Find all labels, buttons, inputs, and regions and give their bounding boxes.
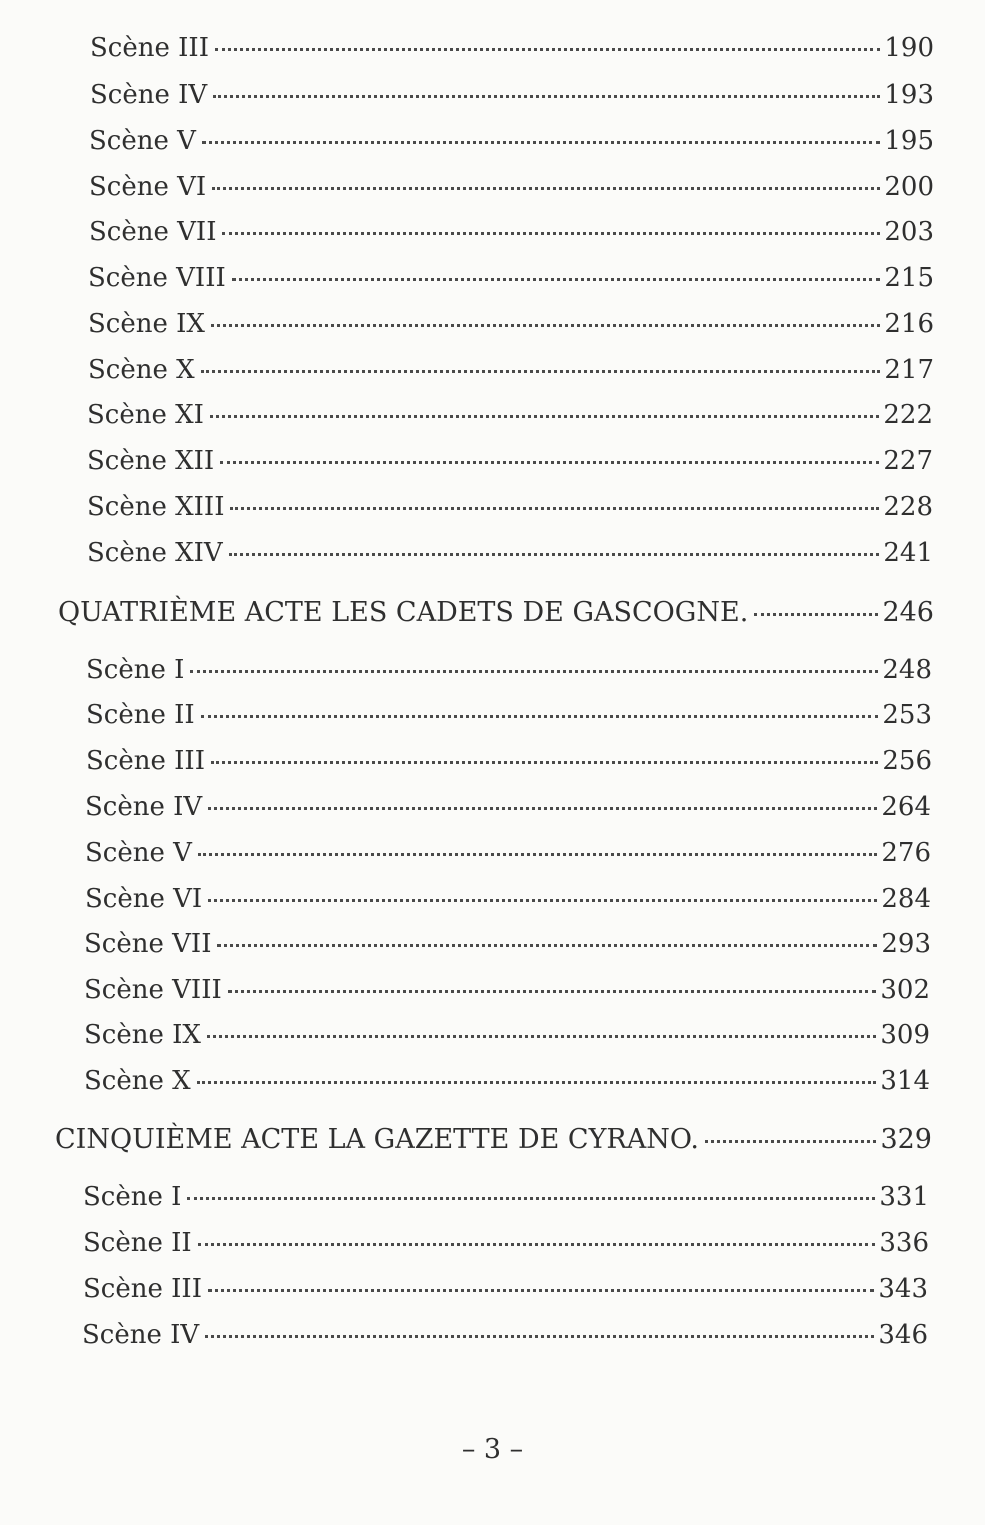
dot-leader	[198, 853, 877, 856]
toc-entry-page-number: 264	[881, 792, 931, 822]
toc-entry-label: Scène I	[86, 655, 185, 685]
toc-entry-page-number: 284	[881, 884, 931, 914]
toc-entry-label: Scène I	[83, 1182, 182, 1212]
toc-scene-entry	[84, 1020, 930, 1050]
toc-entry-label: Scène IX	[88, 309, 205, 339]
dot-leader	[232, 278, 881, 281]
dot-leader	[229, 553, 880, 556]
toc-entry-label: Scène IV	[90, 80, 208, 110]
toc-entry-label: Scène XII	[87, 446, 215, 476]
toc-entry-page-number: 248	[882, 655, 932, 685]
dot-leader	[220, 461, 879, 464]
toc-scene-entry	[84, 1066, 930, 1096]
toc-entry-label: Scène III	[83, 1274, 202, 1304]
toc-act-entry	[55, 1124, 932, 1155]
dot-leader	[213, 95, 880, 98]
dot-leader	[222, 232, 880, 235]
toc-scene-entry	[85, 792, 931, 822]
toc-scene-entry	[87, 400, 933, 430]
toc-entry-page-number: 227	[883, 446, 933, 476]
toc-entry-page-number: 217	[884, 355, 934, 385]
dot-leader	[201, 715, 879, 718]
toc-scene-entry	[89, 217, 934, 247]
toc-entry-label: Scène VI	[85, 884, 203, 914]
toc-entry-label: Scène X	[84, 1066, 191, 1096]
toc-entry-page-number: 195	[884, 126, 934, 156]
toc-entry-label: Scène VII	[84, 929, 212, 959]
toc-entry-page-number: 200	[884, 172, 934, 202]
toc-scene-entry	[83, 1274, 928, 1304]
dot-leader	[211, 324, 880, 327]
dot-leader	[201, 370, 881, 373]
toc-entry-page-number: 329	[880, 1124, 932, 1155]
toc-entry-label: Scène V	[89, 126, 196, 156]
toc-entry-label: Scène III	[86, 746, 205, 776]
toc-scene-entry	[89, 172, 934, 202]
dot-leader	[207, 1035, 876, 1038]
toc-entry-page-number: 256	[882, 746, 932, 776]
toc-scene-entry	[86, 746, 932, 776]
toc-entry-label: Scène VI	[89, 172, 207, 202]
toc-entry-label: CINQUIÈME ACTE LA GAZETTE DE CYRANO.	[55, 1124, 699, 1155]
dot-leader	[205, 1335, 874, 1338]
toc-entry-page-number: 193	[884, 80, 934, 110]
toc-entry-page-number: 216	[884, 309, 934, 339]
dot-leader	[202, 141, 880, 144]
toc-scene-entry	[87, 538, 933, 568]
toc-scene-entry	[84, 929, 931, 959]
toc-entry-label: Scène II	[86, 700, 195, 730]
toc-entry-page-number: 346	[878, 1320, 928, 1350]
dot-leader	[230, 507, 879, 510]
toc-scene-entry	[87, 492, 933, 522]
dot-leader	[215, 48, 880, 51]
toc-entry-label: Scène X	[88, 355, 195, 385]
toc-scene-entry	[83, 1228, 929, 1258]
toc-entry-page-number: 190	[884, 33, 934, 63]
toc-entry-label: QUATRIÈME ACTE LES CADETS DE GASCOGNE.	[58, 597, 749, 628]
dot-leader	[197, 1081, 877, 1084]
toc-entry-page-number: 309	[880, 1020, 930, 1050]
toc-entry-label: Scène II	[83, 1228, 192, 1258]
toc-scene-entry	[87, 446, 933, 476]
dot-leader	[754, 613, 878, 616]
dot-leader	[705, 1140, 876, 1143]
dot-leader	[190, 670, 878, 673]
toc-entry-label: Scène XIII	[87, 492, 225, 522]
toc-scene-entry	[88, 355, 934, 385]
toc-entry-page-number: 253	[882, 700, 932, 730]
toc-entry-label: Scène VIII	[84, 975, 222, 1005]
toc-entry-label: Scène VIII	[88, 263, 226, 293]
dot-leader	[212, 187, 880, 190]
toc-entry-label: Scène XIV	[87, 538, 223, 568]
toc-entry-page-number: 293	[881, 929, 931, 959]
toc-entry-page-number: 302	[880, 975, 930, 1005]
dot-leader	[211, 761, 878, 764]
toc-scene-entry	[90, 33, 934, 63]
toc-scene-entry	[85, 838, 931, 868]
toc-entry-label: Scène V	[85, 838, 192, 868]
toc-scene-entry	[88, 309, 934, 339]
toc-entry-label: Scène XI	[87, 400, 204, 430]
toc-scene-entry	[85, 884, 931, 914]
toc-entry-page-number: 331	[879, 1182, 929, 1212]
toc-scene-entry	[86, 700, 932, 730]
toc-scene-entry	[90, 80, 934, 110]
toc-entry-label: Scène VII	[89, 217, 217, 247]
toc-entry-page-number: 241	[883, 538, 933, 568]
toc-entry-label: Scène IV	[85, 792, 203, 822]
dot-leader	[208, 1289, 874, 1292]
dot-leader	[208, 807, 877, 810]
toc-entry-label: Scène III	[90, 33, 209, 63]
toc-scene-entry	[86, 655, 932, 685]
toc-entry-page-number: 246	[882, 597, 934, 628]
toc-act-entry	[58, 597, 934, 628]
toc-entry-label: Scène IV	[82, 1320, 200, 1350]
toc-scene-entry	[84, 975, 930, 1005]
toc-entry-page-number: 203	[884, 217, 934, 247]
toc-entry-page-number: 222	[883, 400, 933, 430]
dot-leader	[228, 990, 877, 993]
toc-entry-page-number: 215	[884, 263, 934, 293]
dot-leader	[187, 1197, 875, 1200]
toc-entry-page-number: 314	[880, 1066, 930, 1096]
toc-entry-page-number: 336	[879, 1228, 929, 1258]
dot-leader	[208, 899, 877, 902]
toc-entry-page-number: 343	[878, 1274, 928, 1304]
toc-scene-entry	[83, 1182, 929, 1212]
dot-leader	[198, 1243, 876, 1246]
toc-entry-page-number: 276	[881, 838, 931, 868]
toc-scene-entry	[89, 126, 934, 156]
dot-leader	[210, 415, 879, 418]
toc-entry-page-number: 228	[883, 492, 933, 522]
toc-entry-label: Scène IX	[84, 1020, 201, 1050]
toc-scene-entry	[82, 1320, 928, 1350]
dot-leader	[217, 944, 877, 947]
page-number: – 3 –	[461, 1434, 524, 1465]
toc-scene-entry	[88, 263, 934, 293]
